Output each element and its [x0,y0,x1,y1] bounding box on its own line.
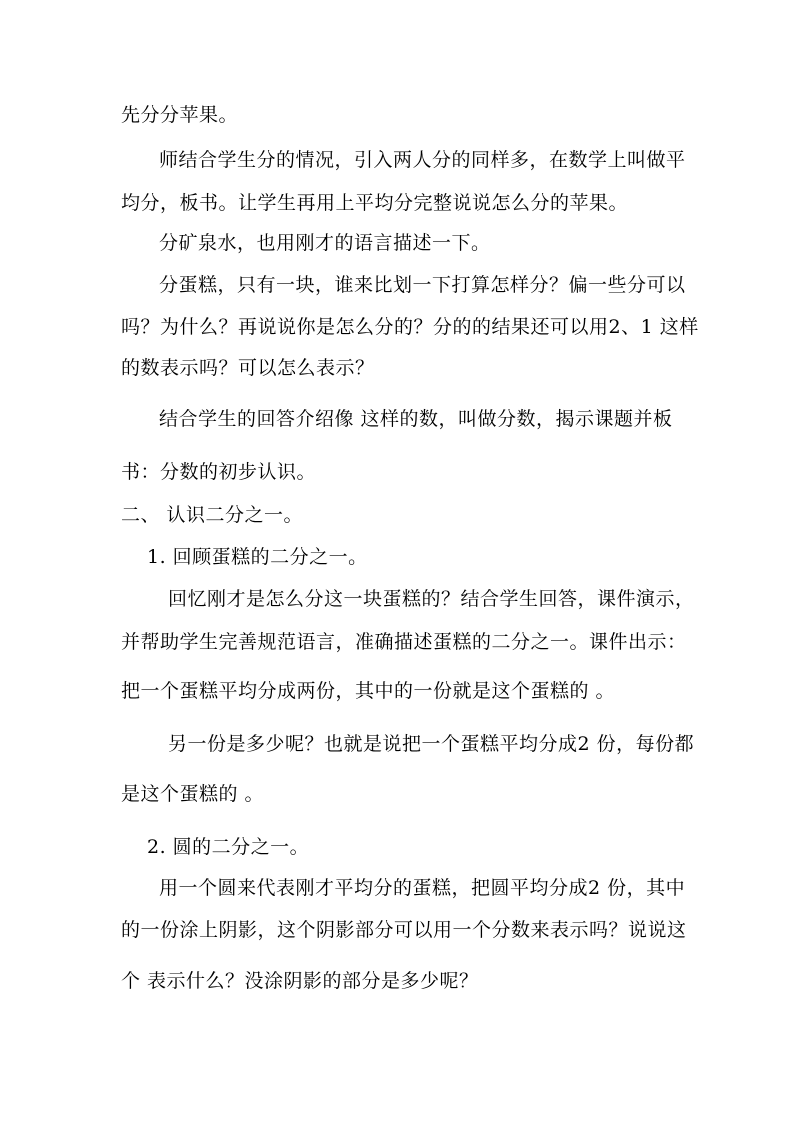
text-line-19: 的一份涂上阴影，这个阴影部分可以用一个分数来表示吗？说说这 [121,919,687,941]
text-line-2: 师结合学生分的情况，引入两人分的同样多，在数学上叫做平 [159,149,686,171]
section-heading-2: 二、 认识二分之一。 [121,504,304,526]
text-line-3: 均分，板书。让学生再用上平均分完整说说怎么分的苹果。 [121,192,629,214]
text-line-4: 分矿泉水，也用刚才的语言描述一下。 [159,232,491,254]
text-line-15: 另一份是多少呢？也就是说把一个蛋糕平均分成2 份，每份都 [168,733,695,755]
text-line-1: 先分分苹果。 [121,104,239,126]
subheading-2: 2. 圆的二分之一。 [147,836,310,858]
text-line-12: 回忆刚才是怎么分这一块蛋糕的？结合学生回答，课件演示， [168,588,695,610]
text-line-20: 个 表示什么？没涂阴影的部分是多少呢？ [121,970,479,992]
text-line-13: 并帮助学生完善规范语言，准确描述蛋糕的二分之一。课件出示： [121,631,687,653]
subheading-1: 1. 回顾蛋糕的二分之一。 [147,546,368,568]
text-line-14: 把一个蛋糕平均分成两份，其中的一份就是这个蛋糕的 。 [121,680,616,702]
text-line-8: 结合学生的回答介绍像 这样的数，叫做分数，揭示课题并板 [159,408,673,430]
text-line-5: 分蛋糕，只有一块，谁来比划一下打算怎样分？偏一些分可以 [159,274,686,296]
text-line-9: 书：分数的初步认识。 [121,461,317,483]
text-line-18: 用一个圆来代表刚才平均分的蛋糕，把圆平均分成2 份，其中 [159,877,686,899]
text-line-6: 吗？为什么？再说说你是怎么分的？分的的结果还可以用2、1 这样 [121,316,699,338]
text-line-16: 是这个蛋糕的 。 [121,783,265,805]
text-line-7: 的数表示吗？可以怎么表示？ [121,357,375,379]
